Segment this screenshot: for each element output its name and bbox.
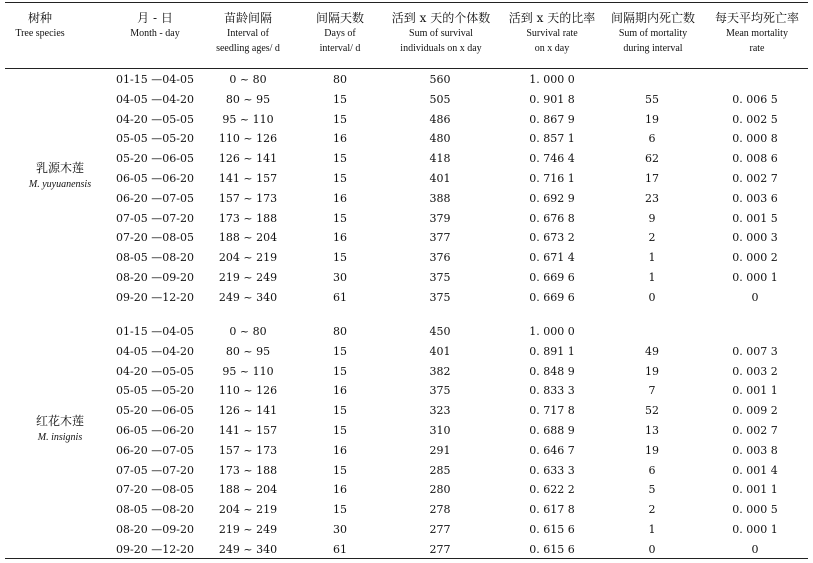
header-days bbox=[305, 10, 375, 56]
header-age-en1: Interval of bbox=[227, 28, 269, 39]
date-cell: 04-05 —04-20 bbox=[116, 92, 194, 106]
mortality-cell: 62 bbox=[645, 152, 659, 166]
survival-rate-cell: 0. 891 1 bbox=[529, 344, 575, 358]
days-cell: 15 bbox=[333, 92, 347, 106]
table-row bbox=[0, 480, 813, 500]
table-row bbox=[0, 189, 813, 209]
table-row bbox=[0, 520, 813, 540]
days-cell: 16 bbox=[333, 132, 347, 146]
header-sum-en2: individuals on x day bbox=[400, 43, 482, 54]
mortality-cell: 17 bbox=[645, 172, 659, 185]
days-cell: 16 bbox=[333, 443, 347, 457]
mortality-cell: 0 bbox=[648, 542, 656, 556]
survivors-cell: 401 bbox=[429, 344, 451, 358]
mortality-cell: 2 bbox=[648, 503, 656, 517]
header-days-zh: 间隔天数 bbox=[315, 11, 364, 25]
age-interval-cell: 173 ~ 188 bbox=[218, 463, 278, 477]
survivors-cell: 388 bbox=[429, 191, 451, 205]
header-age-en2: seedling ages/ d bbox=[216, 43, 280, 54]
mean-mortality-cell: 0. 007 3 bbox=[732, 344, 778, 358]
survivors-cell: 375 bbox=[429, 290, 451, 304]
days-cell: 15 bbox=[333, 344, 347, 358]
header-mort-en1: Sum of mortality bbox=[618, 28, 688, 39]
survival-rate-cell: 0. 671 4 bbox=[529, 251, 575, 265]
survivors-cell: 376 bbox=[429, 251, 451, 265]
mortality-cell: 55 bbox=[645, 92, 659, 106]
mean-mortality-cell: 0 bbox=[751, 542, 759, 556]
date-cell: 08-05 —08-20 bbox=[116, 503, 194, 517]
age-interval-cell: 157 ~ 173 bbox=[218, 191, 278, 205]
survivors-cell: 418 bbox=[429, 152, 451, 166]
header-age bbox=[205, 10, 291, 56]
mortality-cell: 49 bbox=[645, 344, 659, 358]
mean-mortality-cell: 0. 000 1 bbox=[732, 271, 778, 284]
table-row bbox=[0, 110, 813, 130]
survival-rate-cell: 0. 633 3 bbox=[529, 463, 575, 477]
age-interval-cell: 95 ~ 110 bbox=[222, 112, 274, 126]
table-row bbox=[0, 90, 813, 110]
date-cell: 04-05 —04-20 bbox=[116, 344, 194, 358]
header-sum bbox=[385, 10, 497, 56]
survival-rate-cell: 0. 622 2 bbox=[529, 483, 575, 497]
date-cell: 05-05 —05-20 bbox=[116, 132, 194, 146]
date-cell: 01-15 —04-05 bbox=[116, 325, 194, 338]
mean-mortality-cell: 0. 006 5 bbox=[732, 92, 778, 106]
header-bottom-rule bbox=[5, 68, 808, 69]
days-cell: 15 bbox=[333, 364, 347, 378]
table-row bbox=[0, 149, 813, 169]
survivors-cell: 450 bbox=[429, 325, 451, 338]
days-cell: 15 bbox=[333, 463, 347, 477]
date-cell: 05-20 —06-05 bbox=[116, 404, 194, 418]
mean-mortality-cell: 0. 000 3 bbox=[732, 231, 778, 245]
mean-mortality-cell: 0. 000 8 bbox=[732, 132, 778, 146]
days-cell: 16 bbox=[333, 231, 347, 245]
table-row bbox=[0, 248, 813, 268]
mortality-cell: 52 bbox=[645, 404, 659, 418]
date-cell: 08-05 —08-20 bbox=[116, 251, 194, 265]
mean-mortality-cell: 0. 003 2 bbox=[732, 364, 778, 378]
survival-rate-cell: 0. 669 6 bbox=[529, 271, 575, 284]
age-interval-cell: 95 ~ 110 bbox=[222, 364, 274, 378]
header-species-en: Tree species bbox=[15, 28, 65, 39]
header-date-zh: 月 - 日 bbox=[137, 11, 173, 25]
header-rate-zh: 活到 x 天的比率 bbox=[508, 11, 596, 25]
table-top-rule bbox=[5, 2, 808, 3]
survivors-cell: 323 bbox=[429, 404, 451, 418]
days-cell: 80 bbox=[333, 73, 347, 86]
date-cell: 09-20 —12-20 bbox=[116, 290, 194, 304]
survivors-cell: 377 bbox=[429, 231, 451, 245]
mortality-cell: 19 bbox=[645, 112, 659, 126]
mortality-cell: 19 bbox=[645, 443, 659, 457]
table-row bbox=[0, 342, 813, 362]
date-cell: 08-20 —09-20 bbox=[116, 271, 194, 284]
mortality-cell: 23 bbox=[645, 191, 659, 205]
date-cell: 07-05 —07-20 bbox=[116, 463, 194, 477]
table-row bbox=[0, 209, 813, 229]
survival-rate-cell: 0. 717 8 bbox=[529, 404, 575, 418]
header-mean-en1: Mean mortality bbox=[726, 28, 788, 39]
age-interval-cell: 204 ~ 219 bbox=[218, 251, 278, 265]
date-cell: 09-20 —12-20 bbox=[116, 542, 194, 556]
survivors-cell: 486 bbox=[429, 112, 451, 126]
mortality-cell: 6 bbox=[648, 463, 656, 477]
header-sum-zh: 活到 x 天的个体数 bbox=[391, 11, 491, 25]
survivors-cell: 375 bbox=[429, 271, 451, 284]
species-name-latin: M. yuyuanensis bbox=[28, 179, 92, 190]
table-row bbox=[0, 401, 813, 421]
survival-rate-cell: 1. 000 0 bbox=[529, 73, 575, 86]
mean-mortality-cell: 0. 000 1 bbox=[732, 523, 778, 536]
table-bottom-rule bbox=[5, 558, 808, 559]
mean-mortality-cell: 0. 001 4 bbox=[732, 463, 778, 477]
header-mort bbox=[603, 10, 703, 56]
header-rate bbox=[502, 10, 602, 56]
days-cell: 16 bbox=[333, 191, 347, 205]
survival-rate-cell: 0. 901 8 bbox=[529, 92, 575, 106]
survival-rate-cell: 0. 716 1 bbox=[529, 172, 575, 185]
mortality-cell: 13 bbox=[645, 424, 659, 437]
header-mean-en2: rate bbox=[749, 43, 765, 54]
table-row bbox=[0, 540, 813, 560]
species-name-zh: 红花木莲 bbox=[35, 414, 84, 428]
mean-mortality-cell: 0. 002 7 bbox=[732, 424, 778, 437]
survivors-cell: 505 bbox=[429, 92, 451, 106]
age-interval-cell: 219 ~ 249 bbox=[218, 271, 278, 284]
survivors-cell: 401 bbox=[429, 172, 451, 185]
age-interval-cell: 80 ~ 95 bbox=[225, 92, 271, 106]
survival-rate-cell: 0. 857 1 bbox=[529, 132, 575, 146]
mean-mortality-cell: 0. 003 8 bbox=[732, 443, 778, 457]
age-interval-cell: 141 ~ 157 bbox=[218, 424, 278, 437]
mean-mortality-cell: 0. 001 1 bbox=[732, 483, 778, 497]
table-row bbox=[0, 461, 813, 481]
survival-rate-cell: 0. 833 3 bbox=[529, 384, 575, 398]
days-cell: 15 bbox=[333, 503, 347, 517]
survival-rate-cell: 0. 673 2 bbox=[529, 231, 575, 245]
days-cell: 15 bbox=[333, 404, 347, 418]
header-sum-en1: Sum of survival bbox=[409, 28, 473, 39]
header-days-en1: Days of bbox=[324, 28, 356, 39]
mortality-cell: 2 bbox=[648, 231, 656, 245]
date-cell: 04-20 —05-05 bbox=[116, 112, 194, 126]
age-interval-cell: 188 ~ 204 bbox=[218, 483, 278, 497]
date-cell: 01-15 —04-05 bbox=[116, 73, 194, 86]
date-cell: 05-05 —05-20 bbox=[116, 384, 194, 398]
age-interval-cell: 204 ~ 219 bbox=[218, 503, 278, 517]
mean-mortality-cell: 0. 008 6 bbox=[732, 152, 778, 166]
header-rate-en1: Survival rate bbox=[526, 28, 578, 39]
survivors-cell: 277 bbox=[429, 542, 451, 556]
age-interval-cell: 0 ~ 80 bbox=[229, 325, 267, 338]
date-cell: 04-20 —05-05 bbox=[116, 364, 194, 378]
survival-rate-cell: 0. 692 9 bbox=[529, 191, 575, 205]
table-row bbox=[0, 70, 813, 90]
days-cell: 61 bbox=[333, 290, 347, 304]
days-cell: 15 bbox=[333, 152, 347, 166]
date-cell: 06-05 —06-20 bbox=[116, 172, 194, 185]
header-rate-en2: on x day bbox=[534, 43, 570, 54]
species-name-zh: 乳源木莲 bbox=[35, 161, 84, 175]
survival-rate-cell: 1. 000 0 bbox=[529, 325, 575, 338]
survivors-cell: 285 bbox=[429, 463, 451, 477]
age-interval-cell: 80 ~ 95 bbox=[225, 344, 271, 358]
mean-mortality-cell: 0. 003 6 bbox=[732, 191, 778, 205]
table-row bbox=[0, 322, 813, 342]
table-row bbox=[0, 228, 813, 248]
mean-mortality-cell: 0. 002 7 bbox=[732, 172, 778, 185]
header-species-zh: 树种 bbox=[27, 11, 52, 25]
age-interval-cell: 219 ~ 249 bbox=[218, 523, 278, 536]
survival-rate-cell: 0. 615 6 bbox=[529, 542, 575, 556]
mortality-cell: 6 bbox=[648, 132, 656, 146]
survivors-cell: 310 bbox=[429, 424, 451, 437]
survival-rate-cell: 0. 617 8 bbox=[529, 503, 575, 517]
days-cell: 15 bbox=[333, 172, 347, 185]
survivors-cell: 280 bbox=[429, 483, 451, 497]
mortality-cell: 0 bbox=[648, 290, 656, 304]
days-cell: 15 bbox=[333, 211, 347, 225]
date-cell: 07-20 —08-05 bbox=[116, 483, 194, 497]
header-mean bbox=[707, 10, 807, 56]
header-age-zh: 苗龄间隔 bbox=[223, 11, 272, 25]
survivors-cell: 480 bbox=[429, 132, 451, 146]
age-interval-cell: 249 ~ 340 bbox=[218, 542, 278, 556]
survivors-cell: 291 bbox=[429, 443, 451, 457]
mean-mortality-cell: 0. 009 2 bbox=[732, 404, 778, 418]
table-row bbox=[0, 500, 813, 520]
species-name-latin: M. insignis bbox=[37, 432, 83, 443]
date-cell: 06-20 —07-05 bbox=[116, 191, 194, 205]
survival-rate-cell: 0. 848 9 bbox=[529, 364, 575, 378]
survivors-cell: 375 bbox=[429, 384, 451, 398]
age-interval-cell: 188 ~ 204 bbox=[218, 231, 278, 245]
mean-mortality-cell: 0. 001 1 bbox=[732, 384, 778, 398]
mean-mortality-cell: 0 bbox=[751, 290, 759, 304]
days-cell: 15 bbox=[333, 251, 347, 265]
table-row bbox=[0, 362, 813, 382]
mean-mortality-cell: 0. 001 5 bbox=[732, 211, 778, 225]
table-row bbox=[0, 421, 813, 441]
date-cell: 06-20 —07-05 bbox=[116, 443, 194, 457]
survivors-cell: 379 bbox=[429, 211, 451, 225]
date-cell: 05-20 —06-05 bbox=[116, 152, 194, 166]
survivors-cell: 278 bbox=[429, 503, 451, 517]
survival-rate-cell: 0. 676 8 bbox=[529, 211, 575, 225]
age-interval-cell: 126 ~ 141 bbox=[218, 404, 278, 418]
mean-mortality-cell: 0. 000 5 bbox=[732, 503, 778, 517]
age-interval-cell: 249 ~ 340 bbox=[218, 290, 278, 304]
mortality-cell: 5 bbox=[648, 483, 656, 497]
mean-mortality-cell: 0. 002 5 bbox=[732, 112, 778, 126]
table-row bbox=[0, 381, 813, 401]
survivors-cell: 277 bbox=[429, 523, 451, 536]
header-species bbox=[5, 10, 75, 41]
age-interval-cell: 126 ~ 141 bbox=[218, 152, 278, 166]
survivors-cell: 560 bbox=[429, 73, 451, 86]
mortality-cell: 19 bbox=[645, 364, 659, 378]
mortality-cell: 7 bbox=[648, 384, 656, 398]
survival-rate-cell: 0. 669 6 bbox=[529, 290, 575, 304]
date-cell: 07-05 —07-20 bbox=[116, 211, 194, 225]
mortality-cell: 9 bbox=[648, 211, 656, 225]
survivors-cell: 382 bbox=[429, 364, 451, 378]
header-date-en: Month - day bbox=[130, 28, 180, 39]
age-interval-cell: 110 ~ 126 bbox=[218, 132, 278, 146]
mortality-cell: 1 bbox=[648, 251, 656, 265]
days-cell: 15 bbox=[333, 112, 347, 126]
table-row bbox=[0, 441, 813, 461]
survival-rate-cell: 0. 867 9 bbox=[529, 112, 575, 126]
age-interval-cell: 173 ~ 188 bbox=[218, 211, 278, 225]
days-cell: 15 bbox=[333, 424, 347, 437]
table-row bbox=[0, 129, 813, 149]
days-cell: 16 bbox=[333, 384, 347, 398]
days-cell: 16 bbox=[333, 483, 347, 497]
header-days-en2: interval/ d bbox=[319, 43, 361, 54]
table-row bbox=[0, 169, 813, 189]
table-row bbox=[0, 268, 813, 288]
age-interval-cell: 0 ~ 80 bbox=[229, 73, 267, 86]
header-mort-zh: 间隔期内死亡数 bbox=[610, 11, 695, 25]
days-cell: 61 bbox=[333, 542, 347, 556]
date-cell: 08-20 —09-20 bbox=[116, 523, 194, 536]
age-interval-cell: 110 ~ 126 bbox=[218, 384, 278, 398]
header-mean-zh: 每天平均死亡率 bbox=[714, 11, 799, 25]
mortality-cell: 1 bbox=[648, 271, 656, 284]
survival-rate-cell: 0. 615 6 bbox=[529, 523, 575, 536]
mortality-cell: 1 bbox=[648, 523, 656, 536]
survival-rate-cell: 0. 646 7 bbox=[529, 443, 575, 457]
survival-rate-cell: 0. 688 9 bbox=[529, 424, 575, 437]
mean-mortality-cell: 0. 000 2 bbox=[732, 251, 778, 265]
days-cell: 30 bbox=[333, 523, 347, 536]
header-mort-en2: during interval bbox=[623, 43, 683, 54]
date-cell: 07-20 —08-05 bbox=[116, 231, 194, 245]
table-row bbox=[0, 288, 813, 308]
age-interval-cell: 141 ~ 157 bbox=[218, 172, 278, 185]
days-cell: 80 bbox=[333, 325, 347, 338]
age-interval-cell: 157 ~ 173 bbox=[218, 443, 278, 457]
days-cell: 30 bbox=[333, 271, 347, 284]
date-cell: 06-05 —06-20 bbox=[116, 424, 194, 437]
survival-rate-cell: 0. 746 4 bbox=[529, 152, 575, 166]
header-date bbox=[115, 10, 195, 41]
